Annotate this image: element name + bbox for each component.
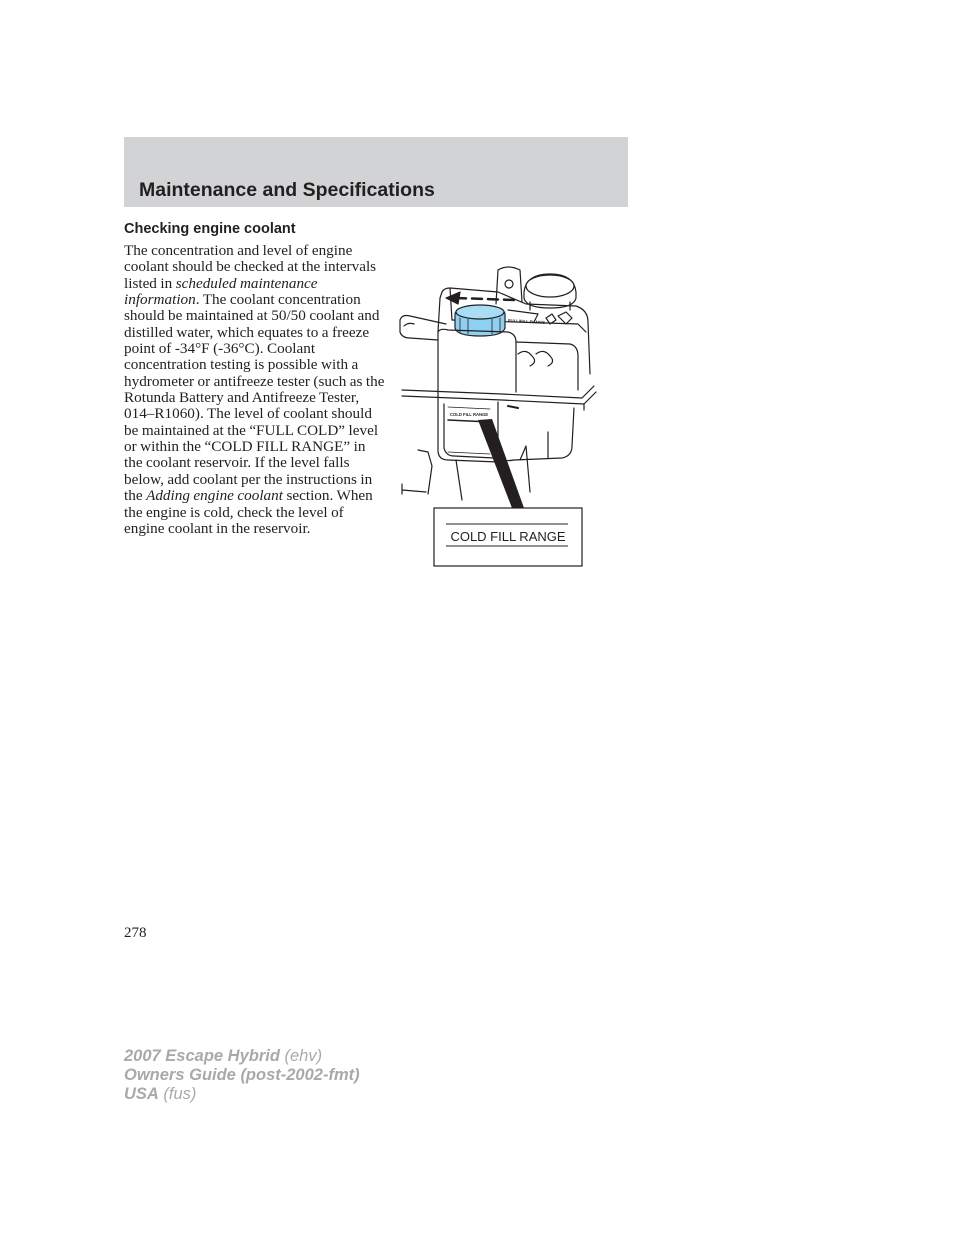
document-footer bbox=[124, 1047, 360, 1104]
footer-model-code: (ehv) bbox=[279, 1047, 323, 1065]
body-text-italic-reference: Adding engine coolant bbox=[146, 487, 283, 505]
body-paragraph bbox=[124, 243, 386, 537]
callout-label: COLD FILL RANGE bbox=[450, 529, 566, 544]
footer-model: 2007 Escape Hybrid bbox=[124, 1047, 280, 1065]
footer-market: USA bbox=[124, 1085, 159, 1103]
footer-market-code: (fus) bbox=[158, 1085, 197, 1103]
callout-pointer bbox=[478, 419, 524, 508]
section-header-band bbox=[124, 137, 628, 207]
body-text-part3: section. When the engine is cold, check the level of engine coolant in the reservoir. bbox=[124, 487, 373, 537]
section-heading: Checking engine coolant bbox=[124, 221, 296, 237]
tank-upper-label: FULL/FILL RANGE bbox=[507, 318, 546, 325]
body-text-part1: The concentration and level of engine coolant should be checked at the intervals listed in bbox=[124, 242, 377, 292]
body-text-italic-reference: scheduled maintenance information bbox=[124, 274, 318, 309]
body-text-part2: . The coolant concentration should be maintained at 50/50 coolant and distilled water, which equates to a freeze point of -34°F (-36°C). Coolant concentration testing is possible with a hydrometer or antifreeze tester (such as the Rotunda Battery and Antifreeze Tester, 014–R1060). The level of coolant should be maintained at the “FULL COLD” level or within the “COLD FILL RANGE” in the coolant reservoir. If the level falls below, add coolant per the instructions in the bbox=[124, 291, 385, 505]
tank-lower-label: COLD FILL RANGE bbox=[450, 412, 489, 417]
chapter-title: Maintenance and Specifications bbox=[139, 179, 435, 201]
page-number: 278 bbox=[124, 925, 147, 941]
footer-guide: Owners Guide (post-2002-fmt) bbox=[124, 1066, 360, 1084]
coolant-reservoir-drawing bbox=[398, 262, 602, 572]
coolant-reservoir-illustration bbox=[398, 262, 602, 572]
